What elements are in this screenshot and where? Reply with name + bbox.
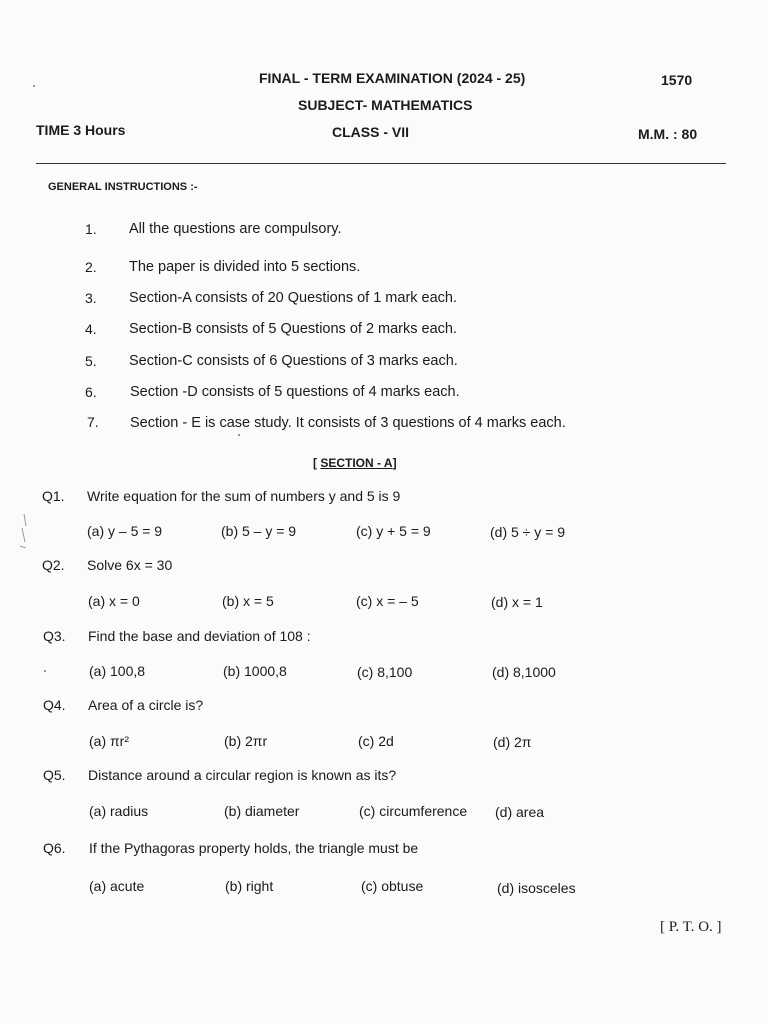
option-b: (b) 5 – y = 9 [221, 523, 297, 539]
option-d: (d) x = 1 [491, 594, 543, 610]
option-d: (d) 5 ÷ y = 9 [490, 524, 565, 540]
instruction-number: 2. [85, 259, 97, 275]
section-bracket-open: [ [313, 456, 321, 470]
question-number: Q4. [43, 697, 66, 713]
option-c: (c) obtuse [361, 878, 424, 894]
option-b: (b) 1000,8 [223, 663, 287, 679]
question-text: Distance around a circular region is known as its? [88, 767, 397, 783]
scan-speck [44, 670, 46, 672]
section-bracket-close: ] [392, 456, 397, 470]
option-a: (a) 100,8 [89, 663, 146, 679]
option-d: (d) isosceles [497, 880, 576, 896]
paper-code: 1570 [661, 72, 693, 88]
header-divider [36, 163, 726, 164]
scan-speck [238, 434, 240, 436]
option-c: (c) x = – 5 [356, 593, 419, 609]
instruction-number: 1. [85, 221, 97, 237]
option-b: (b) right [225, 878, 274, 894]
instructions-title: GENERAL INSTRUCTIONS :- [48, 181, 198, 193]
option-b: (b) diameter [224, 803, 300, 819]
option-d: (d) 8,1000 [492, 664, 556, 680]
pto-footer: [ P. T. O. ] [660, 919, 722, 935]
question-text: Area of a circle is? [88, 697, 204, 713]
instruction-text: Section-C consists of 6 Questions of 3 marks each. [129, 353, 458, 369]
option-c: (c) 8,100 [357, 664, 413, 680]
instruction-text: Section -D consists of 5 questions of 4 marks each. [130, 384, 460, 400]
pencil-scribble [14, 512, 32, 552]
instruction-number: 7. [87, 414, 99, 430]
instruction-text: Section-B consists of 5 Questions of 2 marks each. [129, 321, 458, 337]
scan-speck [33, 85, 35, 87]
time-label: TIME 3 Hours [36, 122, 126, 138]
option-a: (a) radius [89, 803, 149, 819]
question-text: Write equation for the sum of numbers y and 5 is 9 [87, 488, 401, 504]
option-a: (a) x = 0 [88, 593, 140, 609]
class-label: CLASS - VII [332, 124, 410, 140]
option-c: (c) circumference [359, 803, 468, 819]
section-a-heading [313, 456, 397, 470]
instruction-text: Section-A consists of 20 Questions of 1 mark each. [129, 290, 458, 306]
option-c: (c) 2d [358, 733, 394, 749]
question-number: Q6. [43, 840, 66, 856]
question-number: Q1. [42, 488, 65, 504]
option-b: (b) 2πr [224, 733, 268, 749]
question-number: Q3. [43, 628, 66, 644]
instruction-text: Section - E is case study. It consists of 3 questions of 4 marks each. [130, 415, 566, 431]
instruction-text: All the questions are compulsory. [129, 221, 342, 237]
instruction-number: 3. [85, 290, 97, 306]
instruction-text: The paper is divided into 5 sections. [129, 259, 361, 275]
option-c: (c) y + 5 = 9 [356, 523, 431, 539]
subject-label: SUBJECT- MATHEMATICS [298, 97, 473, 113]
exam-title: FINAL - TERM EXAMINATION (2024 - 25) [259, 70, 526, 86]
instruction-number: 4. [85, 321, 97, 337]
option-a: (a) acute [89, 878, 145, 894]
instruction-number: 5. [85, 353, 97, 369]
max-marks-label: M.M. : 80 [638, 126, 698, 142]
section-label: SECTION - A [320, 456, 393, 470]
option-a: (a) πr² [89, 733, 129, 749]
option-b: (b) x = 5 [222, 593, 274, 609]
question-text: Find the base and deviation of 108 : [88, 628, 311, 644]
question-text: If the Pythagoras property holds, the triangle must be [89, 840, 419, 856]
instruction-number: 6. [85, 384, 97, 400]
option-a: (a) y – 5 = 9 [87, 523, 163, 539]
question-number: Q5. [43, 767, 66, 783]
question-text: Solve 6x = 30 [87, 557, 173, 573]
option-d: (d) 2π [493, 734, 532, 750]
question-number: Q2. [42, 557, 65, 573]
option-d: (d) area [495, 804, 545, 820]
